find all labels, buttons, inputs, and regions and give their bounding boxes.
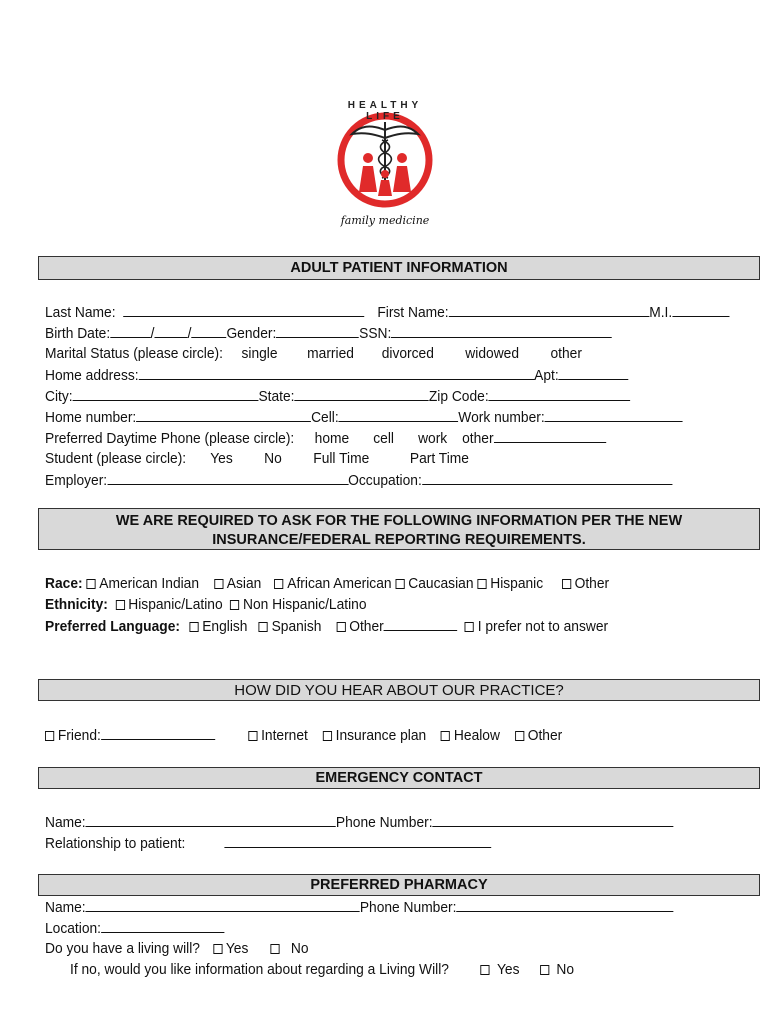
apt-field[interactable]: [559, 365, 629, 380]
ethnicity-checkbox[interactable]: [230, 600, 239, 610]
race-option: American Indian: [99, 575, 200, 592]
cell-label: Cell:: [311, 409, 339, 426]
zip-label: Zip Code:: [428, 388, 489, 405]
living-will-label: Do you have a living will?: [45, 940, 200, 957]
gender-label: Gender:: [226, 325, 277, 342]
relationship-field[interactable]: [224, 833, 491, 848]
hear-checkbox[interactable]: [45, 731, 54, 741]
work-number-field[interactable]: [545, 407, 683, 422]
state-field[interactable]: [295, 386, 429, 401]
birth-year-field[interactable]: [191, 323, 226, 338]
state-label: State:: [258, 388, 295, 405]
living-will-row: [45, 939, 309, 959]
emergency-name-row: [45, 812, 674, 833]
daytime-work[interactable]: work: [418, 430, 448, 447]
race-option: African American: [287, 575, 392, 592]
marital-row: [45, 344, 582, 364]
birth-row: [45, 323, 612, 344]
apt-label: Apt:: [534, 367, 559, 384]
language-option: English: [202, 618, 248, 635]
hear-checkbox[interactable]: [323, 731, 332, 741]
living-will-info-no-checkbox[interactable]: [540, 965, 549, 975]
birth-day-field[interactable]: [155, 323, 188, 338]
adult-patient-header: ADULT PATIENT INFORMATION: [38, 256, 760, 280]
daytime-other-field[interactable]: [494, 428, 606, 443]
living-will-info-row: [70, 960, 574, 980]
marital-divorced[interactable]: divorced: [381, 345, 434, 362]
city-label: City:: [45, 388, 73, 405]
ethnicity-option: Hispanic/Latino: [128, 596, 223, 613]
hear-about-header: HOW DID YOU HEAR ABOUT OUR PRACTICE?: [38, 679, 760, 701]
language-checkbox[interactable]: [189, 622, 198, 632]
student-label: Student (please circle):: [45, 450, 187, 467]
pharmacy-phone-label: Phone Number:: [359, 899, 457, 916]
living-will-info-yes: Yes: [496, 961, 520, 978]
city-field[interactable]: [73, 386, 259, 401]
student-part-time[interactable]: Part Time: [409, 450, 469, 467]
language-option: Other: [349, 618, 384, 635]
student-no[interactable]: No: [264, 450, 282, 467]
gender-field[interactable]: [276, 323, 359, 338]
ethnicity-label: Ethnicity:: [45, 596, 108, 613]
marital-married[interactable]: married: [307, 345, 354, 362]
race-option: Asian: [226, 575, 262, 592]
language-checkbox[interactable]: [259, 622, 268, 632]
pharmacy-location-label: Location:: [45, 920, 102, 937]
phone-row: [45, 407, 683, 428]
marital-label: Marital Status (please circle):: [45, 345, 223, 362]
first-name-field[interactable]: [449, 302, 650, 317]
student-row: [45, 449, 469, 469]
living-will-info-label: If no, would you like information about regarding a Living Will?: [70, 961, 449, 978]
hear-option: Internet: [261, 727, 308, 744]
name-row: [45, 302, 729, 323]
hear-checkbox[interactable]: [441, 731, 450, 741]
living-will-yes-checkbox[interactable]: [213, 944, 222, 954]
reporting-requirements-header: WE ARE REQUIRED TO ASK FOR THE FOLLOWING INFORMATION PER THE NEW INSURANCE/FEDERAL REPORTING REQUIREMENTS.: [38, 508, 760, 550]
ssn-label: SSN:: [359, 325, 392, 342]
ssn-field[interactable]: [391, 323, 612, 338]
race-label: Race:: [45, 575, 83, 592]
slash-1: /: [150, 325, 155, 342]
employer-label: Employer:: [45, 472, 108, 489]
race-checkbox[interactable]: [214, 579, 223, 589]
home-address-label: Home address:: [45, 367, 139, 384]
student-full-time[interactable]: Full Time: [313, 450, 370, 467]
student-yes[interactable]: Yes: [210, 450, 233, 467]
first-name-label: First Name:: [377, 304, 449, 321]
emergency-phone-field[interactable]: [433, 812, 674, 827]
last-name-label: Last Name:: [45, 304, 116, 321]
home-number-label: Home number:: [45, 409, 137, 426]
work-number-label: Work number:: [458, 409, 545, 426]
ethnicity-row: [45, 595, 367, 615]
slash-2: /: [187, 325, 192, 342]
daytime-other[interactable]: other: [462, 430, 494, 447]
hear-option: Other: [527, 727, 563, 744]
race-checkbox[interactable]: [395, 579, 404, 589]
relationship-row: [45, 833, 491, 854]
friend-field[interactable]: [101, 725, 215, 740]
emergency-contact-header: EMERGENCY CONTACT: [38, 767, 760, 789]
hear-option: Insurance plan: [335, 727, 427, 744]
ethnicity-option: Non Hispanic/Latino: [243, 596, 367, 613]
hear-checkbox[interactable]: [515, 731, 524, 741]
birth-month-field[interactable]: [110, 323, 150, 338]
hear-checkbox[interactable]: [248, 731, 257, 741]
emergency-name-label: Name:: [45, 814, 86, 831]
emergency-phone-label: Phone Number:: [335, 814, 433, 831]
race-option: Hispanic: [490, 575, 544, 592]
employer-field[interactable]: [107, 470, 348, 485]
home-number-field[interactable]: [136, 407, 311, 422]
race-checkbox[interactable]: [477, 579, 486, 589]
last-name-field[interactable]: [123, 302, 364, 317]
language-checkbox[interactable]: [336, 622, 345, 632]
hear-option: Friend:: [57, 727, 101, 744]
address-row: [45, 365, 629, 386]
pharmacy-phone-field[interactable]: [456, 897, 673, 912]
marital-other[interactable]: other: [550, 345, 582, 362]
pharmacy-name-field[interactable]: [86, 897, 360, 912]
marital-widowed[interactable]: widowed: [465, 345, 520, 362]
pharmacy-name-label: Name:: [45, 899, 86, 916]
cell-field[interactable]: [339, 407, 459, 422]
living-will-info-no: No: [556, 961, 575, 978]
ethnicity-checkbox[interactable]: [115, 600, 124, 610]
pharmacy-location-field[interactable]: [101, 918, 224, 933]
daytime-row: [45, 428, 606, 449]
hear-option: Healow: [453, 727, 500, 744]
race-option: Caucasian: [408, 575, 474, 592]
race-option: Other: [574, 575, 610, 592]
pharmacy-name-row: [45, 897, 674, 918]
mi-label: M.I.: [649, 304, 673, 321]
pharmacy-location-row: [45, 918, 224, 939]
language-checkbox[interactable]: [465, 622, 474, 632]
occupation-field[interactable]: [422, 470, 672, 485]
living-will-yes: Yes: [225, 940, 249, 957]
logo-tagline: family medicine: [340, 214, 430, 227]
language-label: Preferred Language:: [45, 618, 180, 635]
living-will-info-yes-checkbox[interactable]: [480, 965, 489, 975]
race-checkbox[interactable]: [86, 579, 95, 589]
emergency-name-field[interactable]: [86, 812, 336, 827]
mi-field[interactable]: [672, 302, 729, 317]
living-will-no: No: [290, 940, 309, 957]
language-option: I prefer not to answer: [477, 618, 609, 635]
healthy-life-logo: [330, 100, 440, 230]
race-checkbox[interactable]: [274, 579, 283, 589]
home-address-field[interactable]: [139, 365, 535, 380]
birth-date-label: Birth Date:: [45, 325, 111, 342]
language-other-field[interactable]: [384, 616, 458, 631]
daytime-cell[interactable]: cell: [373, 430, 394, 447]
language-option: Spanish: [271, 618, 322, 635]
daytime-label: Preferred Daytime Phone (please circle):: [45, 430, 295, 447]
occupation-label: Occupation:: [348, 472, 422, 489]
zip-field[interactable]: [489, 386, 631, 401]
race-row: [45, 574, 609, 594]
city-row: [45, 386, 630, 407]
language-row: [45, 616, 608, 637]
logo-arc-text: HEALTHY LIFE: [347, 100, 423, 122]
marital-single[interactable]: single: [241, 345, 278, 362]
daytime-home[interactable]: home: [314, 430, 350, 447]
living-will-no-checkbox[interactable]: [271, 944, 280, 954]
employer-row: [45, 470, 672, 491]
hear-row: [45, 725, 562, 746]
preferred-pharmacy-header: PREFERRED PHARMACY: [38, 874, 760, 896]
relationship-label: Relationship to patient:: [45, 835, 186, 852]
race-checkbox[interactable]: [562, 579, 571, 589]
